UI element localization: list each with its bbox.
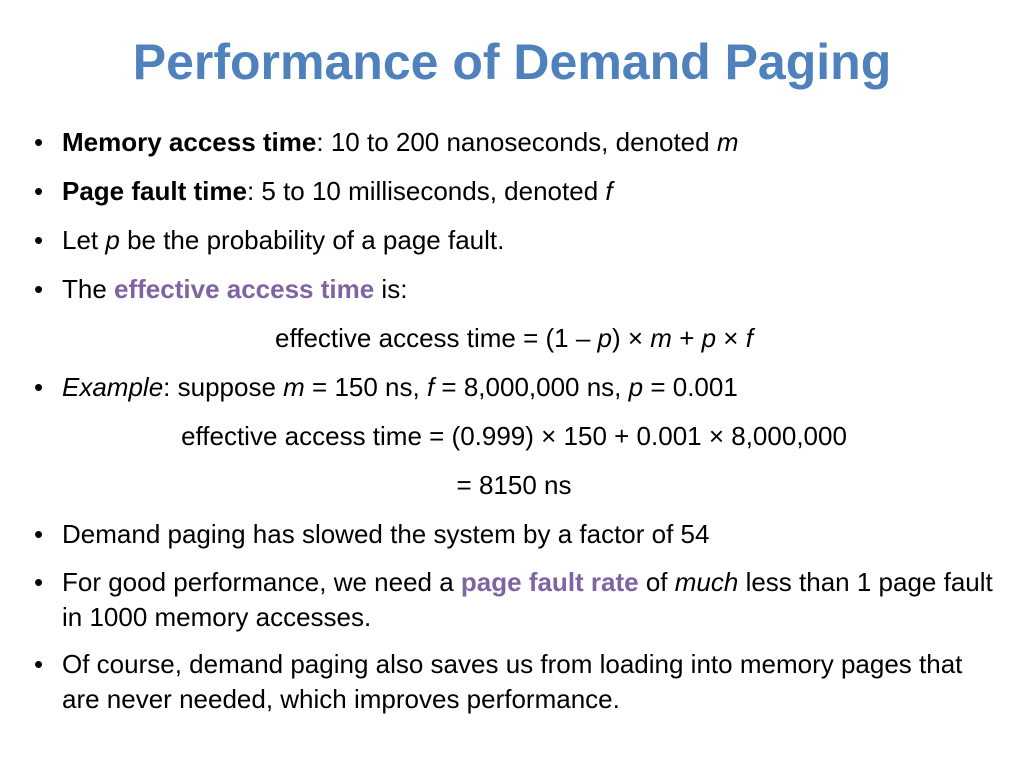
example-calc-line2: = 8150 ns (456, 470, 572, 500)
bullet-dot: • (34, 176, 44, 206)
bullet-dot: • (34, 649, 44, 679)
bullet-memory-access-time (34, 124, 994, 161)
bullet-effective-access-time (34, 271, 994, 308)
bullet-text: is: (374, 274, 408, 304)
bullet-slowdown (34, 516, 994, 553)
bullet-text: less than 1 page fault in 1000 memory accesses. (62, 567, 993, 632)
bullet-text: Of course, demand paging also saves us from loading into memory pages that are never needed, which improves performance. (62, 649, 963, 714)
highlight-page-fault-rate: page fault rate (460, 567, 639, 597)
formula-text: effective access time = (1 – (275, 323, 598, 353)
bullet-text: = 0.001 (643, 372, 738, 402)
bullet-text: : 10 to 200 nanoseconds, denoted (316, 127, 717, 157)
var-f: f (605, 176, 613, 206)
bullet-dot: • (34, 567, 44, 597)
formula-text: ) × (612, 323, 651, 353)
var-m: m (716, 127, 739, 157)
var-p: p (105, 225, 120, 255)
bullet-dot: • (34, 127, 44, 157)
slide-content (34, 124, 994, 729)
var-p: p (628, 372, 644, 402)
bullet-example (34, 369, 994, 406)
var-m: m (283, 372, 305, 402)
formula-line (34, 320, 994, 357)
formula-var-p: p (701, 323, 717, 353)
bullet-text: = 8,000,000 ns, (434, 372, 629, 402)
bullet-dot: • (34, 274, 44, 304)
formula-var-p: p (597, 323, 612, 353)
bullet-text: The (62, 274, 115, 304)
formula-var-f: f (745, 323, 753, 353)
bullet-probability (34, 222, 994, 259)
formula-var-m: m (650, 323, 672, 353)
bullet-dot: • (34, 372, 44, 402)
bullet-text: : suppose (163, 372, 284, 402)
example-calc-line1: effective access time = (0.999) × 150 + 0.001 × 8,000,000 (181, 421, 847, 451)
formula-text: × (716, 323, 746, 353)
bullet-dot: • (34, 225, 44, 255)
example-label: Example (62, 372, 164, 402)
bullet-text: of (638, 567, 675, 597)
formula-text: + (671, 323, 702, 353)
bullet-text: For good performance, we need a (62, 567, 461, 597)
bullet-text: : 5 to 10 milliseconds, denoted (246, 176, 606, 206)
bullet-page-fault-time (34, 173, 994, 210)
bullet-text: = 150 ns, (304, 372, 427, 402)
bullet-saves-loading (34, 647, 994, 717)
emphasis-much: much (674, 567, 739, 597)
bullet-text: be the probability of a page fault. (119, 225, 505, 255)
bullet-dot: • (34, 519, 44, 549)
slide-title: Performance of Demand Paging (132, 34, 892, 90)
var-f: f (426, 372, 435, 402)
term-page-fault-time: Page fault time (62, 176, 247, 206)
bullet-text: Let (62, 225, 106, 255)
term-memory-access-time: Memory access time (62, 127, 317, 157)
bullet-text: Demand paging has slowed the system by a factor of 54 (62, 519, 710, 549)
bullet-good-performance (34, 565, 994, 635)
highlight-effective-access-time: effective access time (114, 274, 375, 304)
